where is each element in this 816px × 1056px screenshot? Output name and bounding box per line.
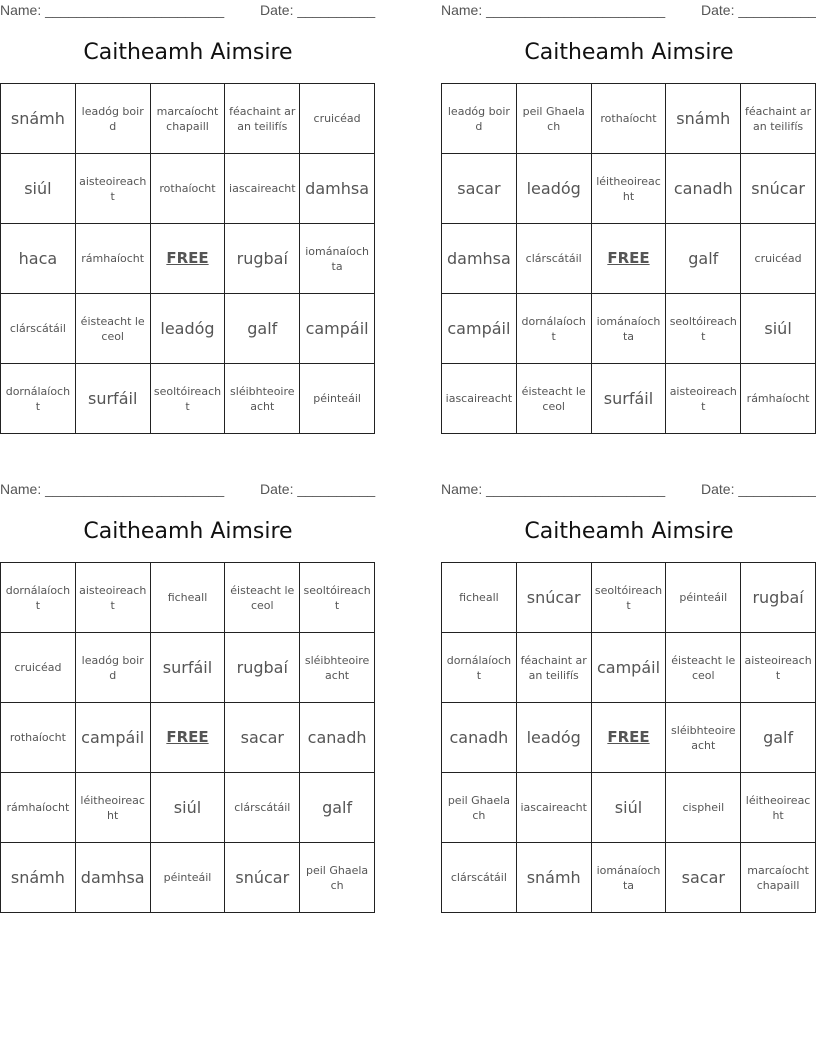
bingo-grid	[0, 83, 375, 434]
bingo-card	[441, 0, 816, 440]
bingo-cell: snámh	[666, 84, 741, 154]
bingo-cell: sacar	[442, 154, 517, 224]
bingo-cell: iománaíochta	[592, 294, 667, 364]
bingo-cell: campáil	[300, 294, 375, 364]
bingo-cell: iascaireacht	[442, 364, 517, 434]
date-field: Date: __________	[701, 2, 816, 18]
card-header	[441, 0, 816, 20]
date-field: Date: __________	[260, 481, 376, 497]
bingo-row	[442, 294, 816, 364]
name-field: Name: _______________________	[441, 2, 666, 18]
bingo-cell: rugbaí	[225, 224, 300, 294]
bingo-cell: canadh	[666, 154, 741, 224]
bingo-row	[1, 563, 375, 633]
bingo-cell: aisteoireacht	[76, 154, 151, 224]
bingo-cell: rámhaíocht	[1, 773, 76, 843]
bingo-cell: siúl	[1, 154, 76, 224]
card-title: Caitheamh Aimsire	[524, 40, 734, 65]
bingo-cell: ficheall	[442, 563, 517, 633]
bingo-cell: peil Ghaelach	[442, 773, 517, 843]
bingo-row	[1, 703, 375, 773]
bingo-cell: surfáil	[76, 364, 151, 434]
bingo-cell: iománaíochta	[300, 224, 375, 294]
bingo-cell: léitheoireacht	[76, 773, 151, 843]
bingo-grid	[0, 562, 375, 913]
bingo-row	[1, 773, 375, 843]
bingo-card	[0, 479, 376, 919]
bingo-cell: dornálaíocht	[1, 563, 76, 633]
bingo-cell: leadóg	[517, 703, 592, 773]
bingo-cell: damhsa	[76, 843, 151, 913]
bingo-cell: siúl	[741, 294, 816, 364]
bingo-cell: campáil	[442, 294, 517, 364]
bingo-row	[442, 843, 816, 913]
bingo-cell: rámhaíocht	[741, 364, 816, 434]
card-header	[0, 479, 376, 499]
bingo-cell: éisteacht le ceol	[517, 364, 592, 434]
bingo-cell: snámh	[1, 84, 76, 154]
name-field: Name: _______________________	[441, 481, 666, 497]
bingo-row	[442, 633, 816, 703]
bingo-cell: rugbaí	[741, 563, 816, 633]
bingo-cell: sléibhteoireacht	[300, 633, 375, 703]
bingo-cell: féachaint ar an teilifís	[741, 84, 816, 154]
bingo-row	[442, 364, 816, 434]
bingo-cell: sléibhteoireacht	[225, 364, 300, 434]
card-title: Caitheamh Aimsire	[83, 40, 293, 65]
bingo-cell: marcaíocht chapaill	[151, 84, 226, 154]
bingo-cell: leadóg boird	[76, 633, 151, 703]
bingo-cell: iascaireacht	[517, 773, 592, 843]
bingo-cell: damhsa	[442, 224, 517, 294]
bingo-cell: aisteoireacht	[666, 364, 741, 434]
date-field: Date: __________	[260, 2, 376, 18]
bingo-cell: haca	[1, 224, 76, 294]
free-space: FREE	[592, 703, 667, 773]
bingo-cell: éisteacht le ceol	[76, 294, 151, 364]
bingo-grid	[441, 562, 816, 913]
bingo-row	[1, 224, 375, 294]
bingo-cell: éisteacht le ceol	[666, 633, 741, 703]
bingo-row	[442, 703, 816, 773]
bingo-cell: surfáil	[592, 364, 667, 434]
bingo-row	[442, 84, 816, 154]
bingo-cell: féachaint ar an teilifís	[225, 84, 300, 154]
bingo-cell: peil Ghaelach	[300, 843, 375, 913]
card-title: Caitheamh Aimsire	[524, 519, 734, 544]
bingo-grid	[441, 83, 816, 434]
bingo-card	[441, 479, 816, 919]
bingo-cell: cruicéad	[300, 84, 375, 154]
bingo-cell: cispheil	[666, 773, 741, 843]
bingo-cell: dornálaíocht	[442, 633, 517, 703]
bingo-cell: seoltóireacht	[666, 294, 741, 364]
bingo-cell: sacar	[225, 703, 300, 773]
bingo-cell: péinteáil	[300, 364, 375, 434]
bingo-cell: campáil	[592, 633, 667, 703]
free-space: FREE	[151, 703, 226, 773]
bingo-cell: leadóg boird	[442, 84, 517, 154]
bingo-cell: aisteoireacht	[741, 633, 816, 703]
bingo-cell: rothaíocht	[1, 703, 76, 773]
bingo-cell: galf	[225, 294, 300, 364]
bingo-cell: cruicéad	[1, 633, 76, 703]
bingo-row	[442, 154, 816, 224]
card-header	[0, 0, 376, 20]
bingo-cell: ficheall	[151, 563, 226, 633]
bingo-cell: seoltóireacht	[151, 364, 226, 434]
bingo-row	[1, 154, 375, 224]
bingo-cell: marcaíocht chapaill	[741, 843, 816, 913]
bingo-cell: leadóg	[517, 154, 592, 224]
bingo-cell: sacar	[666, 843, 741, 913]
bingo-cell: canadh	[300, 703, 375, 773]
bingo-cell: galf	[666, 224, 741, 294]
bingo-cell: rámhaíocht	[76, 224, 151, 294]
bingo-row	[442, 773, 816, 843]
bingo-row	[442, 563, 816, 633]
bingo-cell: galf	[741, 703, 816, 773]
bingo-cell: snúcar	[517, 563, 592, 633]
bingo-row	[442, 224, 816, 294]
free-space: FREE	[151, 224, 226, 294]
bingo-row	[1, 633, 375, 703]
bingo-cell: seoltóireacht	[300, 563, 375, 633]
bingo-cell: galf	[300, 773, 375, 843]
bingo-row	[1, 294, 375, 364]
name-field: Name: _______________________	[0, 2, 225, 18]
bingo-cell: sléibhteoireacht	[666, 703, 741, 773]
bingo-cell: surfáil	[151, 633, 226, 703]
bingo-cell: clárscátáil	[1, 294, 76, 364]
date-field: Date: __________	[701, 481, 816, 497]
bingo-cell: cruicéad	[741, 224, 816, 294]
bingo-cell: dornálaíocht	[1, 364, 76, 434]
bingo-cell: snúcar	[225, 843, 300, 913]
bingo-cell: snámh	[1, 843, 76, 913]
bingo-card	[0, 0, 376, 440]
bingo-cell: campáil	[76, 703, 151, 773]
bingo-cell: leadóg	[151, 294, 226, 364]
bingo-row	[1, 843, 375, 913]
bingo-cell: clárscátáil	[442, 843, 517, 913]
bingo-cell: péinteáil	[151, 843, 226, 913]
bingo-cell: péinteáil	[666, 563, 741, 633]
bingo-cell: siúl	[151, 773, 226, 843]
bingo-cell: snúcar	[741, 154, 816, 224]
card-header	[441, 479, 816, 499]
card-title: Caitheamh Aimsire	[83, 519, 293, 544]
bingo-cell: aisteoireacht	[76, 563, 151, 633]
bingo-cell: éisteacht le ceol	[225, 563, 300, 633]
bingo-cell: clárscátáil	[517, 224, 592, 294]
bingo-cell: peil Ghaelach	[517, 84, 592, 154]
bingo-cell: clárscátáil	[225, 773, 300, 843]
bingo-cell: snámh	[517, 843, 592, 913]
name-field: Name: _______________________	[0, 481, 225, 497]
bingo-row	[1, 364, 375, 434]
free-space: FREE	[592, 224, 667, 294]
bingo-cell: léitheoireacht	[741, 773, 816, 843]
bingo-cell: damhsa	[300, 154, 375, 224]
bingo-cell: léitheoireacht	[592, 154, 667, 224]
bingo-cell: canadh	[442, 703, 517, 773]
bingo-cell: leadóg boird	[76, 84, 151, 154]
bingo-cell: dornálaíocht	[517, 294, 592, 364]
bingo-cell: rothaíocht	[151, 154, 226, 224]
bingo-cell: féachaint ar an teilifís	[517, 633, 592, 703]
bingo-row	[1, 84, 375, 154]
bingo-cell: seoltóireacht	[592, 563, 667, 633]
bingo-cell: iománaíochta	[592, 843, 667, 913]
bingo-cell: siúl	[592, 773, 667, 843]
bingo-cell: rugbaí	[225, 633, 300, 703]
bingo-cell: iascaireacht	[225, 154, 300, 224]
bingo-cell: rothaíocht	[592, 84, 667, 154]
